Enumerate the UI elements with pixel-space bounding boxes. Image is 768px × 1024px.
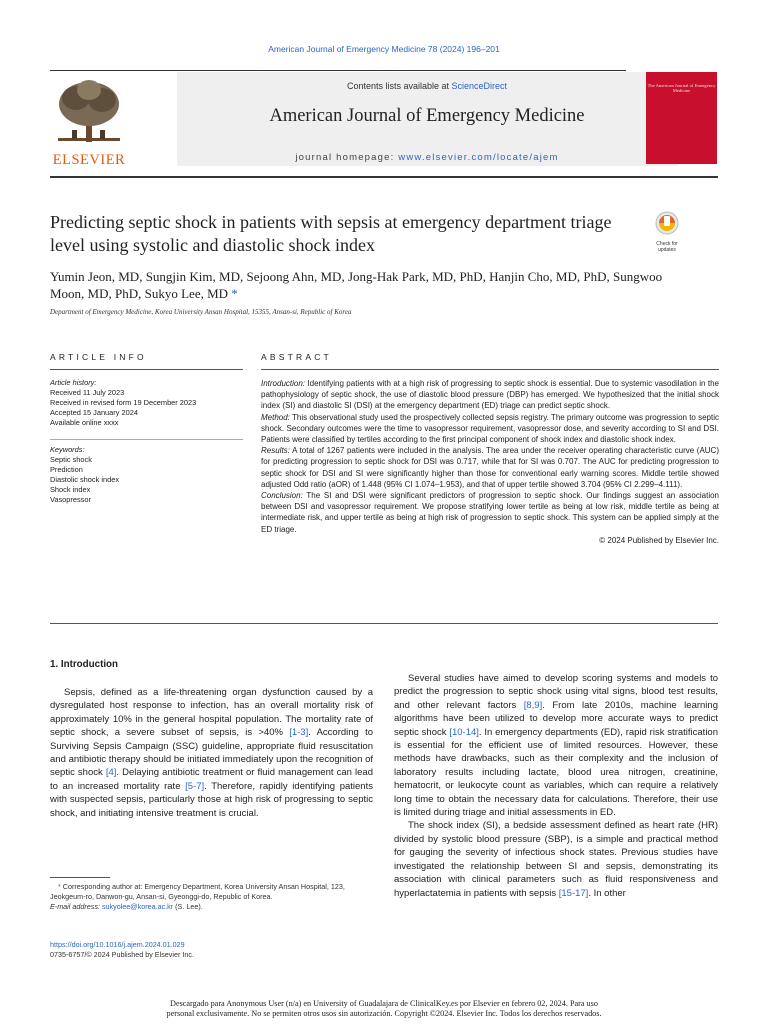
email-label: E-mail address: [50,902,102,911]
right-column [394,672,718,900]
history-revised: Received in revised form 19 December 2023 [50,397,197,407]
text-run: . According to Surviving Sepsis Campaign (SSC) guideline, appropriate fluid resuscitation and antibiotic therapy should be initiated immediately upon the recognition of septic shock [50,727,373,779]
check-updates-badge[interactable] [647,211,687,253]
tree-icon [50,76,128,150]
footnote-rule [50,877,110,878]
keyword: Diastolic shock index [50,474,120,484]
email-suffix: (S. Lee). [173,902,203,911]
journal-homepage [177,152,677,163]
footnote-text: Corresponding author at: Emergency Department, Korea University Ansan Hospital, 123, Jeokgeum-ro, Danwon-gu, Ansan-si, Gyeonggi-do, Republic of Korea. [50,882,345,901]
download-notice [0,999,768,1018]
journal-cover[interactable] [646,72,717,164]
intro-paragraph-3 [394,819,718,899]
reference-link[interactable]: [15-17] [558,887,589,899]
text-run: . Therefore, rapidly identifying patients with suspected sepsis, particularly those at high risk of progressing to septic shock, and initiating intensive treatment is crucial. [50,780,373,819]
keyword: Vasopressor [50,494,91,504]
authors-text: Yumin Jeon, MD, Sungjin Kim, MD, Sejoong Ahn, MD, Jong-Hak Park, MD, PhD, Hanjin Cho, MD, PhD, Sungwoo Moon, MD, PhD, Sukyo Lee, MD [50,269,663,301]
abstract-method-label: Method: [261,412,290,422]
article-info-rule [50,369,243,370]
keyword: Septic shock [50,454,92,464]
sciencedirect-link[interactable]: ScienceDirect [451,81,508,91]
intro-paragraph-2 [394,672,718,819]
email-link[interactable]: sukyolee@korea.ac.kr [101,902,174,911]
intro-paragraph-1 [50,686,373,820]
text-run: . From late 2010s, machine learning algorithms have been utilized to develop more accurate ways to predict septic shock [394,699,718,738]
abstract-rule [261,369,719,370]
left-column [50,686,373,820]
keyword: Shock index [50,484,91,494]
check-updates-label: Check for updates [656,241,678,253]
abstract-bottom-rule [50,623,718,624]
contents-line [177,81,677,91]
text-run: . Delaying antibiotic treatment or fluid management can lead to an increased mortality rate [50,767,373,792]
article-history [50,378,245,428]
abstract-results: A total of 1267 patients were included in the analysis. The area under the receiver operating characteristic curve (AUC) for predicting progression to septic shock for DSI was 0.717, while that for SI was 0.707. The AUC for predicting progression to septic shock for DSI and SI were significantly higher than those for conventional early warning scores. Middle tertile showed adjusted Odd ratio (aOR) of 1.448 (95% CI 1.074–1.953), and that of upper tertile showed 3.704 (95% CI 2.299–4.111). [261,446,719,489]
keywords [50,445,245,504]
abstract-results-label: Results: [261,446,290,456]
abstract-heading: ABSTRACT [261,352,332,362]
text-run: . In emergency departments (ED), rapid risk stratification is essential for the efficient use of limited resources. However, these methods have drawbacks, such as their complexity and the inclusion of laboratory results including lactate, blood urea nitrogen, creatinine, hematocrit, or leukocyte count as variables, which can require a relatively long time to obtain the necessary data for calculations. Therefore, their use is limited during triage and initial assessments in ED. [394,726,718,819]
abstract-intro-label: Introduction: [261,379,306,388]
abstract-copyright: © 2024 Published by Elsevier Inc. [599,535,719,545]
doi-link[interactable]: https://doi.org/10.1016/j.ajem.2024.01.029 [50,940,185,949]
history-label: Article history: [50,378,97,387]
text-run: . In other [588,887,626,899]
author-list [50,268,690,302]
download-notice-line-2: personal exclusivamente. No se permiten otros usos sin autorización. Copyright ©2024. Elsevier Inc. Todos los derechos reservados. [166,1008,602,1018]
info-divider [50,439,243,440]
issn: 0735-6757/© 2024 Published by Elsevier Inc. [50,950,194,959]
article-title: Predicting septic shock in patients with sepsis at emergency department triage level using systolic and diastolic shock index [50,212,612,255]
cover-title: The American Journal of Emergency Medicine [647,83,716,93]
homepage-label: journal homepage: [295,152,399,163]
journal-citation[interactable]: American Journal of Emergency Medicine 78 (2024) 196–201 [268,44,500,54]
abstract-method: This observational study used the prospectively collected sepsis registry. The primary outcome was progression to septic shock. Secondary outcomes were the time to vasopressor requirement, vasopressor dose, and severity according to SI and DSI. Patients were classified by tertiles according to the first principal component of shock index and diastolic shock index. [261,412,719,445]
reference-link[interactable]: [5-7] [185,780,205,792]
elsevier-wordmark: ELSEVIER [52,152,126,168]
masthead [50,72,643,170]
abstract-body [261,378,719,546]
reference-link[interactable]: [4] [105,767,117,779]
journal-title: American Journal of Emergency Medicine [269,106,585,126]
masthead-top-rule [50,70,626,71]
keywords-label: Keywords: [50,445,85,454]
masthead-bottom-rule [50,176,718,178]
footnote-mark[interactable]: * [58,882,61,891]
masthead-box [177,72,677,166]
contents-prefix: Contents lists available at [346,81,452,91]
text-run: The shock index (SI), a bedside assessment defined as heart rate (HR) divided by systolic blood pressure (SBP), is a simple and practical method for gauging the severity of infectious shock states. Previous studies have investigated the relationship between SI and sepsis, demonstrating its association with clinical parameters such as fluid responsiveness and hyperlactatemia in patients with sepsis [394,820,718,899]
history-accepted: Accepted 15 January 2024 [50,407,138,417]
article-info-heading: ARTICLE INFO [50,352,147,362]
reference-link[interactable]: [10-14] [449,726,479,738]
affiliation: Department of Emergency Medicine, Korea University Ansan Hospital, 15355, Ansan-si, Republic of Korea [50,308,352,316]
abstract-conclusion-label: Conclusion: [261,491,303,501]
reference-link[interactable]: [1-3] [289,727,309,739]
text-run: Sepsis, defined as a life-threatening organ dysfunction caused by a dysregulated host response to infection, has an overall mortality risk of approximately 10% in the general hospital population. The mortality rate of septic shock, a severe subset of sepsis, is >40% [50,687,373,739]
section-heading-introduction: 1. Introduction [50,659,119,670]
keyword: Prediction [50,464,83,474]
history-online: Available online xxxx [50,417,119,427]
homepage-link[interactable]: www.elsevier.com/locate/ajem [398,152,559,163]
doi-block [50,940,194,960]
abstract-conclusion: The SI and DSI were significant predictors of progression to septic shock. Our findings suggest an association between DSI and vasopressor requirement. We propose stratifying lower tertile as being at low risk, middle tertile as being at intermediate risk, and upper tertile as being at high risk of progression to septic shock. This system can be applied simply at the ED triage. [261,491,719,534]
check-updates-icon [647,211,687,237]
history-received: Received 11 July 2023 [50,387,125,397]
elsevier-logo[interactable] [50,76,128,168]
text-run: Several studies have aimed to develop scoring systems and models to predict the progression to septic shock using vital signs, blood test results, and other relevant factors [394,673,718,711]
corresponding-author-mark[interactable]: * [231,286,238,301]
abstract-intro: Identifying patients with at a high risk of progressing to septic shock is essential. Due to systemic vasodilation in the pathophysiology of septic shock, the use of diastolic blood pressure (DBP) has emerged. We hypothesized that the initial shock index (SI) and diastolic SI (DSI) at the emergency department (ED) triage can predict septic shock. [261,379,719,411]
corresponding-footnote [50,882,373,912]
reference-link[interactable]: [8,9] [523,699,543,711]
download-notice-line-1: Descargado para Anonymous User (n/a) en University of Guadalajara de ClinicalKey.es por Elsevier en febrero 02, 2024. Para uso [170,999,598,1008]
